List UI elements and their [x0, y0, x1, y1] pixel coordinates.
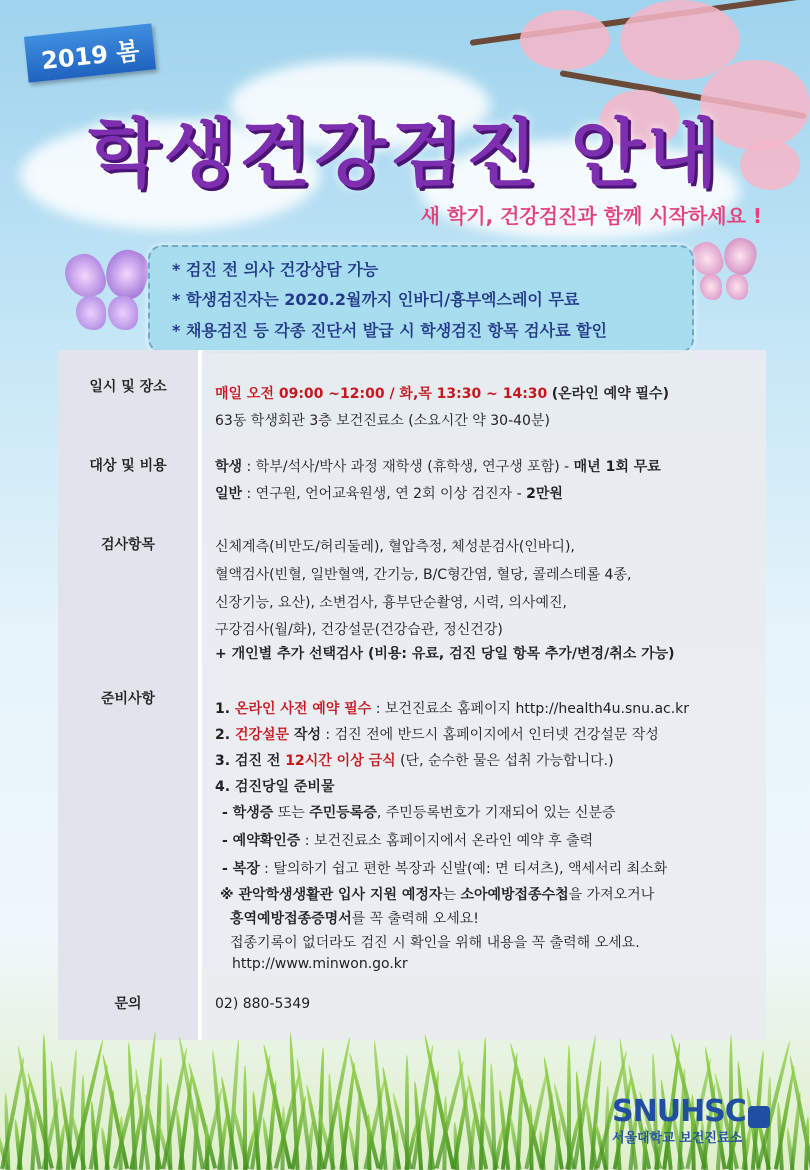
logo: SNUHSC 서울대학교 보건진료소 [612, 1094, 770, 1146]
items-optional: + 개인별 추가 선택검사 (비용: 유료, 검진 당일 항목 추가/변경/취소 가능) [215, 646, 675, 662]
year-badge: 2019 봄 [24, 23, 156, 82]
notice-box [148, 245, 694, 353]
target-general: 일반 : 연구원, 언어교육원생, 연 2회 이상 검진자 - 2만원 [215, 486, 563, 502]
target-label: 대상 및 비용 [89, 458, 167, 474]
prep-step-4: 4. 검진당일 준비물 [215, 779, 335, 795]
butterfly-decoration [690, 238, 760, 308]
page-subtitle: 새 학기, 건강검진과 함께 시작하세요 ! [420, 204, 762, 228]
notice-line: * 검진 전 의사 건강상담 가능 [172, 260, 379, 279]
prep-step-3: 3. 검진 전 12시간 이상 금식 (단, 순수한 물은 섭취 가능합니다.) [215, 753, 614, 769]
schedule-time: 매일 오전 09:00 ~12:00 / 화,목 13:30 ~ 14:30 (온라인 예약 필수) [215, 386, 669, 402]
page-title: 학생건강검진 안내 [88, 111, 722, 197]
grass-blade [155, 1057, 163, 1170]
contact-label: 문의 [114, 996, 142, 1012]
prep-label: 준비사항 [100, 691, 156, 707]
contact-phone: 02) 880-5349 [215, 996, 311, 1012]
column-divider [198, 350, 202, 1040]
items-line: 혈액검사(빈혈, 일반혈액, 간기능, B/C형간염, 혈당, 콜레스테롤 4종, [215, 567, 632, 583]
prep-step-2: 2. 건강설문 작성 : 검진 전에 반드시 홈페이지에서 인터넷 건강설문 작성 [215, 727, 659, 743]
prep-step-1: 1. 온라인 사전 예약 필수 : 보건진료소 홈페이지 http://health4u.snu.ac.kr [215, 701, 690, 717]
grass-blade [316, 1047, 324, 1170]
prep-note-link[interactable]: http://www.minwon.go.kr [232, 956, 408, 972]
prep-note-measles: 홍역예방접종증명서를 꼭 출력해 오세요! [230, 911, 479, 927]
prep-note-dorm: ※ 관악학생생활관 입사 지원 예정자는 소아예방접종수첩을 가져오거나 [220, 887, 655, 903]
prep-note-record: 접종기록이 없더라도 검진 시 확인을 위해 내용을 꼭 출력해 오세요. [230, 935, 640, 951]
prep-item-reservation: - 예약확인증 : 보건진료소 홈페이지에서 온라인 예약 후 출력 [222, 833, 594, 849]
notice-line: * 학생검진자는 2020.2월까지 인바디/흉부엑스레이 무료 [172, 290, 580, 309]
items-line: 신체계측(비만도/허리둘레), 혈압측정, 체성분검사(인바디), [215, 539, 575, 555]
logo-mark-icon [748, 1106, 770, 1128]
target-student: 학생 : 학부/석사/박사 과정 재학생 (휴학생, 연구생 포함) - 매년 1회 무료 [215, 459, 661, 475]
items-line: 구강검사(월/화), 건강설문(건강습관, 정신건강) [215, 622, 503, 638]
prep-item-id: - 학생증 또는 주민등록증, 주민등록번호가 기재되어 있는 신분증 [222, 805, 616, 821]
butterfly-decoration [62, 250, 152, 340]
notice-line: * 채용검진 등 각종 진단서 발급 시 학생검진 항목 검사료 할인 [172, 321, 608, 340]
items-line: 신장기능, 요산), 소변검사, 흉부단순촬영, 시력, 의사예진, [215, 595, 567, 611]
blossom-cluster [520, 10, 610, 70]
schedule-place: 63동 학생회관 3층 보건진료소 (소요시간 약 30-40분) [215, 413, 550, 429]
prep-item-clothing: - 복장 : 탈의하기 쉽고 편한 복장과 신발(예: 면 티셔츠), 액세서리 최소화 [222, 861, 668, 877]
schedule-label: 일시 및 장소 [89, 379, 167, 395]
items-label: 검사항목 [100, 537, 156, 553]
